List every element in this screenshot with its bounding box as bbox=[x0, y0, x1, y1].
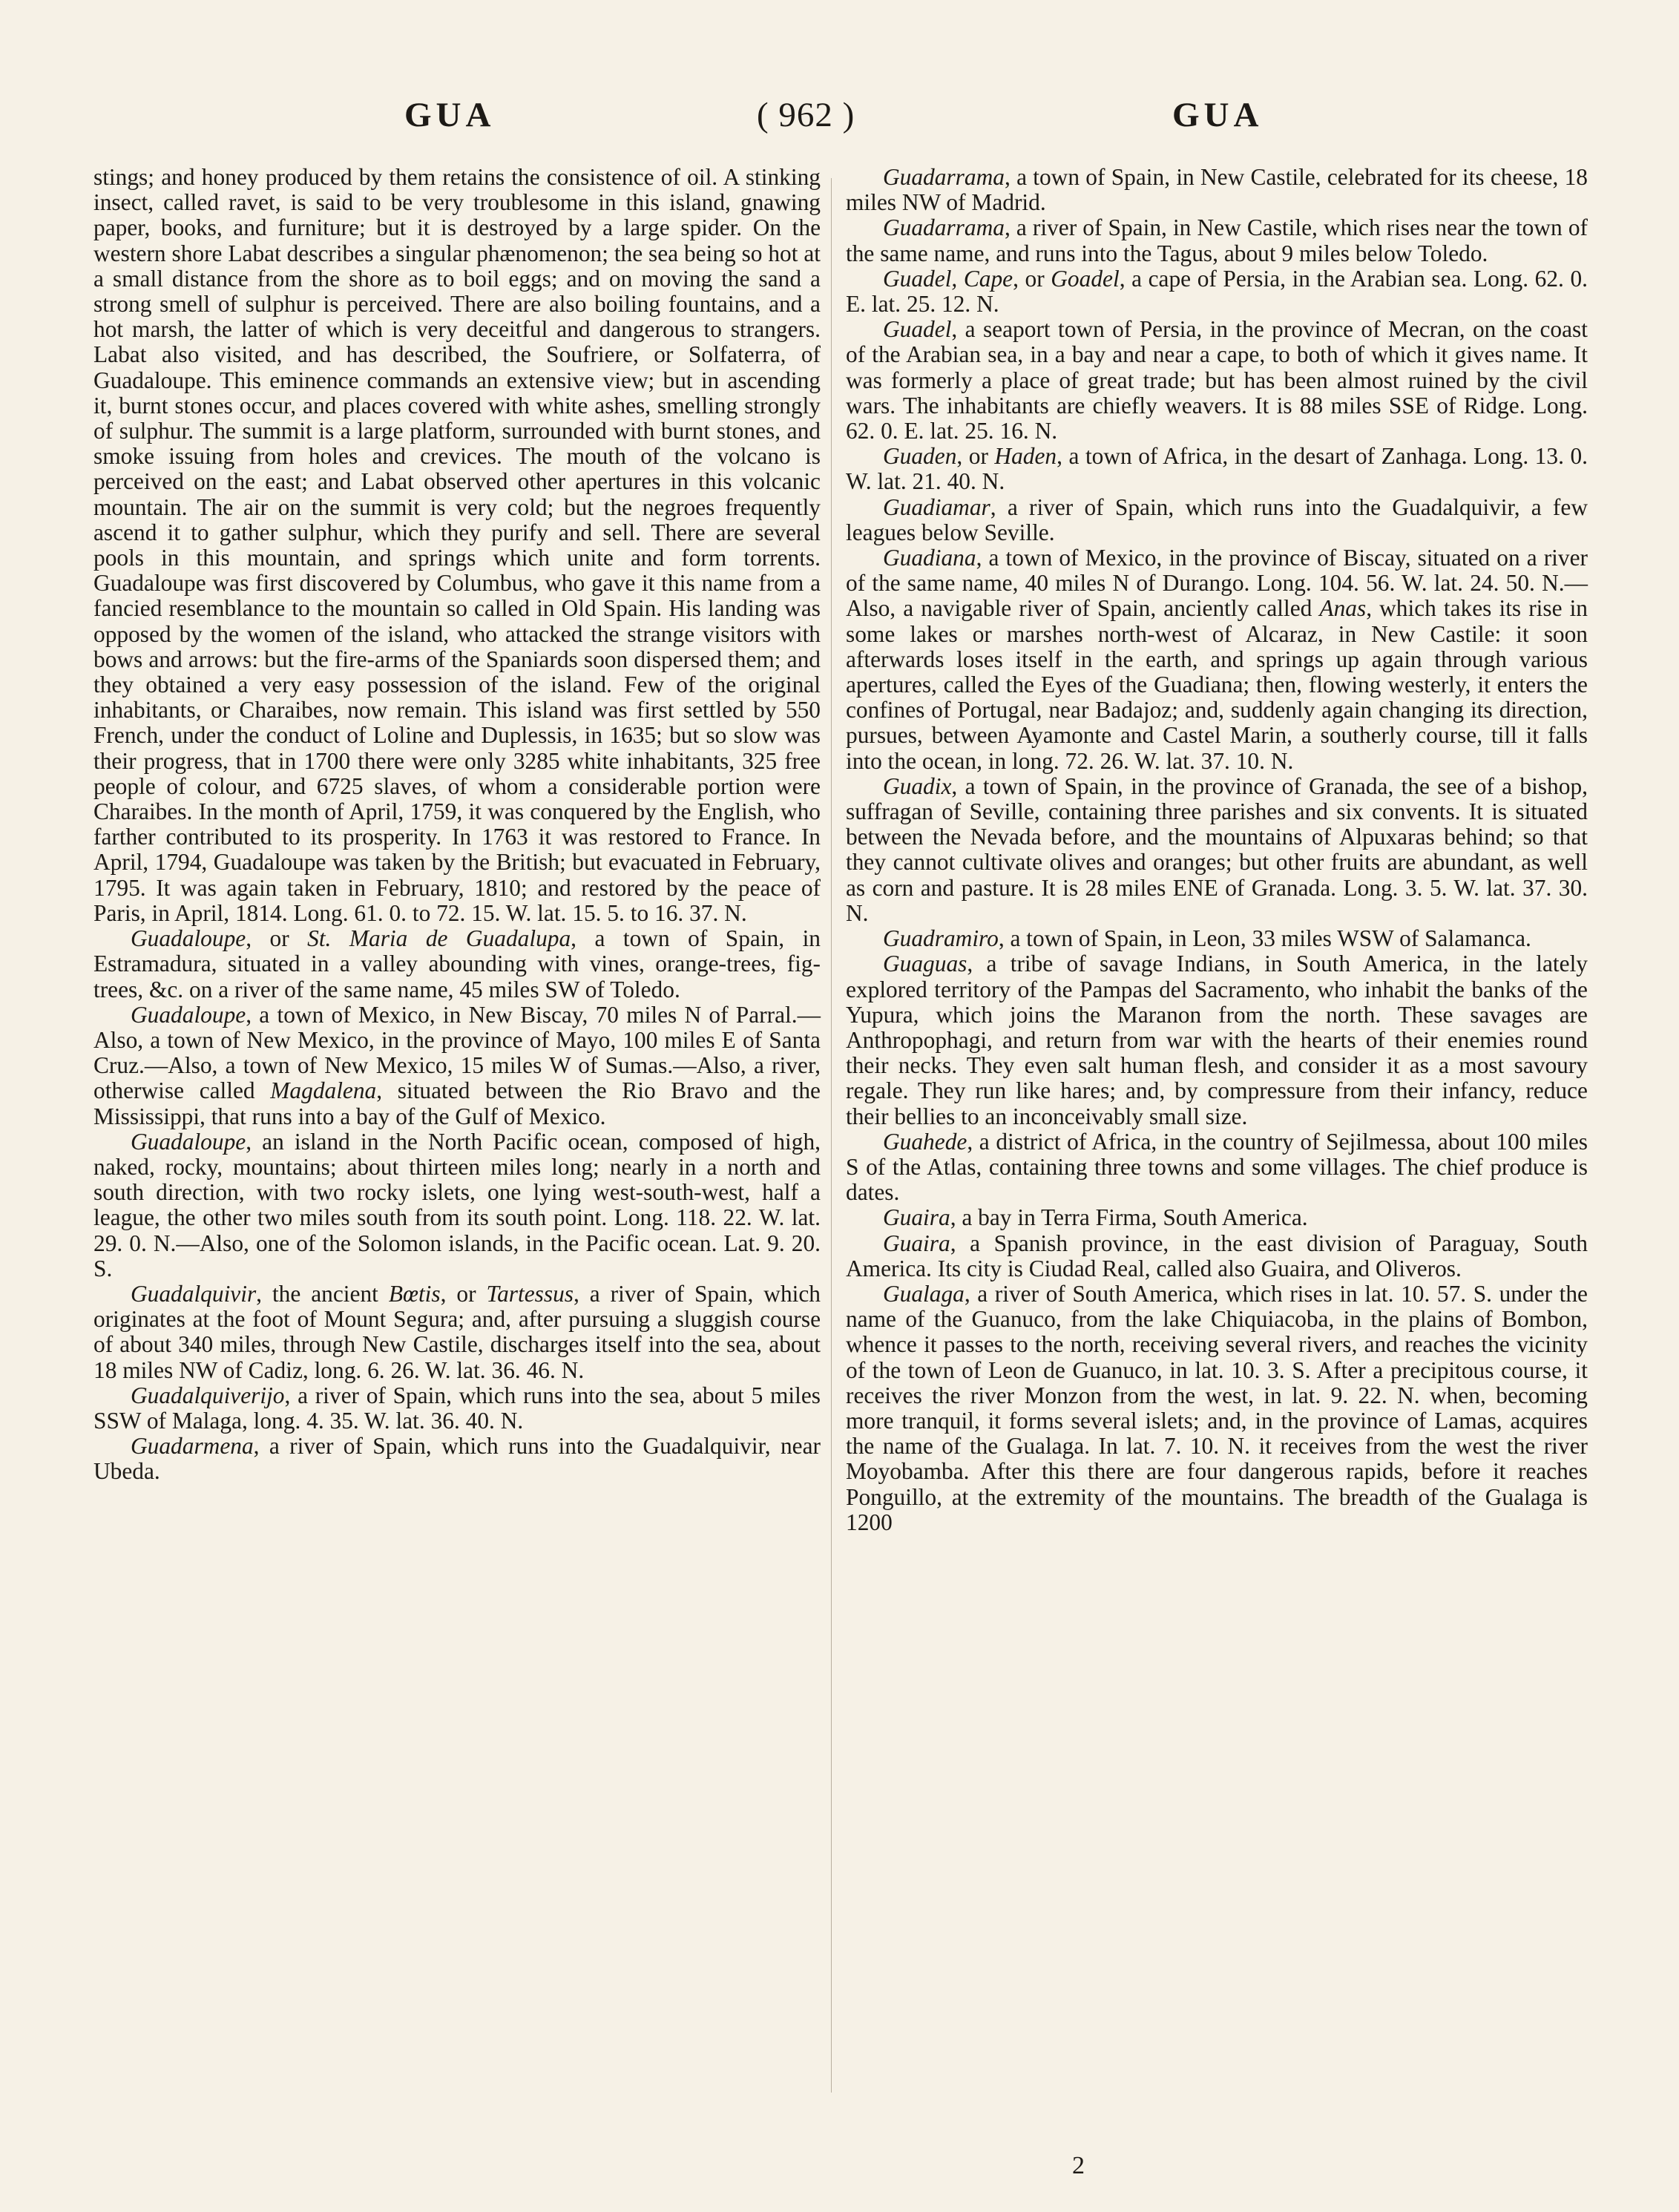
italic-term: Guaira bbox=[883, 1204, 950, 1231]
entry-text: , a town of Spain, in the province of Granada, the see of a bishop, suffragan of Seville, containing three parishes and six convents. It is situated between the Nevada before, and the mountains of Alpuxaras behind; so that they cannot cultivate olives and oranges; but other fruits are abundant, as well as corn and pasture. It is 28 miles ENE of Granada. Long. 3. 5. W. lat. 37. 30. N. bbox=[846, 772, 1588, 926]
entry-text: , or bbox=[440, 1280, 487, 1307]
entry-text: , or bbox=[956, 443, 995, 470]
continued-paragraph bbox=[93, 165, 821, 926]
dictionary-entry bbox=[846, 1205, 1588, 1230]
italic-term: Guadiamar bbox=[883, 493, 990, 520]
italic-term: Guadalquiverijo bbox=[131, 1382, 285, 1408]
entry-text: , which takes its rise in some lakes or marshes north-west of Alcaraz, in New Castile: it soon afterwards loses itself in the earth, and springs up again through various apertures, called the Eyes of the Guadiana; then, flowing westerly, it enters the confines of Portugal, near Badajoz; and, suddenly again changing its direction, pursues, between Ayamonte and Castel Marin, a southerly course, till it falls into the ocean, in long. 72. 26. W. lat. 37. 10. N. bbox=[846, 595, 1588, 774]
dictionary-entry bbox=[93, 1383, 821, 1434]
dictionary-entry bbox=[846, 495, 1588, 545]
italic-term: Tartessus bbox=[486, 1280, 574, 1307]
italic-term: Gualaga bbox=[883, 1280, 965, 1307]
right-column bbox=[846, 165, 1588, 1535]
entry-text: , a river of Spain, which originates at the foot of Mount Segura; and, after pursuing a sluggish course of about 340 miles, through New Castile, discharges itself into the sea, about 18 miles NW of Cadiz, long. 6. 26. W. lat. 36. 46. N. bbox=[93, 1280, 821, 1383]
dictionary-entry bbox=[846, 951, 1588, 1129]
dictionary-entry bbox=[93, 1002, 821, 1129]
entry-text: , an island in the North Pacific ocean, composed of high, naked, rocky, mountains; about thirteen miles long; nearly in a north and south direction, with two rocky islets, one lying west-south-west, half a league, the other two miles south from its south point. Long. 118. 22. W. lat. 29. 0. N.—Also, one of the Solomon islands, in the Pacific ocean. Lat. 9. 20. S. bbox=[93, 1128, 821, 1281]
italic-term: Guaira bbox=[883, 1230, 950, 1256]
italic-term: Guadalquivir bbox=[131, 1280, 257, 1307]
italic-term: Magdalena bbox=[270, 1077, 377, 1104]
italic-term: Guadaloupe bbox=[131, 1001, 246, 1028]
italic-term: Guadel, Cape bbox=[883, 265, 1013, 292]
italic-term: Guadarmena bbox=[131, 1433, 254, 1460]
entry-text: , a bay in Terra Firma, South America. bbox=[950, 1204, 1308, 1231]
entry-text: , a town of Africa, in the desart of Zanhaga. Long. 13. 0. W. lat. 21. 40. N. bbox=[846, 443, 1588, 495]
dictionary-entry bbox=[93, 1434, 821, 1484]
entry-text: , a river of Spain, in New Castile, which rises near the town of the same name, and runs into the Tagus, about 9 miles below Toledo. bbox=[846, 214, 1588, 266]
entry-text: , a town of Mexico, in the province of Biscay, situated on a river of the same name, 40 miles N of Durango. Long. 104. 56. W. lat. 24. 50. N.—Also, a navigable river of Spain, anciently called bbox=[846, 545, 1588, 622]
dictionary-entry bbox=[93, 926, 821, 1002]
entry-text: , a town of Spain, in Estramadura, situated in a valley abounding with vines, orange-trees, fig-trees, &c. on a river of the same name, 45 miles SW of Toledo. bbox=[93, 925, 821, 1002]
dictionary-entry bbox=[846, 774, 1588, 926]
dictionary-entry bbox=[846, 1281, 1588, 1535]
dictionary-entry bbox=[846, 444, 1588, 494]
entry-text: stings; and honey produced by them retains the consistence of oil. A stinking insect, called ravet, is said to be very troublesome in this island, gnawing paper, books, and furniture; but it is destroyed by a large spider. On the western shore Labat describes a singular phænomenon; the sea being so hot at a small distance from the shore as to boil eggs; and on moving the sand a strong smell of sulphur is perceived. There are also boiling fountains, and a hot marsh, the latter of which is very deceitful and dangerous to strangers. Labat also visited, and has described, the Soufriere, or Solfaterra, of Guadaloupe. This eminence commands an extensive view; but in ascending it, burnt stones occur, and places covered with white ashes, smelling strongly of sulphur. The summit is a large platform, surrounded with burnt stones, and smoke issuing from holes and crevices. The mouth of the volcano is perceived on the east; and Labat observed other apertures in this volcanic mountain. The air on the summit is very cold; but the negroes frequently ascend it to gather sulphur, which they purify and sell. There are several pools in this mountain, and springs which unite and form torrents. Guadaloupe was first discovered by Columbus, who gave it this name from a fancied resemblance to the mountain so called in Old Spain. His landing was opposed by the women of the island, who attacked the strange visitors with bows and arrows: but the fire-arms of the Spaniards soon dispersed them; and they obtained a very easy possession of the island. Few of the original inhabitants, or Charaibes, now remain. This island was first settled by 550 French, under the conduct of Loline and Duplessis, in 1635; but so slow was their progress, that in 1700 there were only 3285 white inhabitants, 325 free people of colour, and 6725 slaves, of whom a considerable portion were Charaibes. In the month of April, 1759, it was conquered by the English, who farther contributed to its prosperity. In 1763 it was restored to France. In April, 1794, Guadaloupe was taken by the British; but evacuated in February, 1795. It was again taken in February, 1810; and restored by the peace of Paris, in April, 1814. Long. 61. 0. to 72. 15. W. lat. 15. 5. to 16. 37. N. bbox=[93, 164, 821, 926]
running-header bbox=[0, 95, 1679, 147]
dictionary-entry bbox=[846, 545, 1588, 774]
italic-term: Haden bbox=[994, 443, 1057, 470]
dictionary-entry bbox=[846, 1129, 1588, 1206]
entry-text: , a cape of Persia, in the Arabian sea. Long. 62. 0. E. lat. 25. 12. N. bbox=[846, 265, 1588, 318]
header-left-catchword: GUA bbox=[404, 96, 496, 134]
dictionary-entry bbox=[846, 926, 1588, 951]
italic-term: Guaguas bbox=[883, 951, 967, 977]
italic-term: Guadaloupe bbox=[131, 925, 246, 952]
dictionary-entry bbox=[846, 317, 1588, 444]
entry-text: , a Spanish province, in the east division of Paraguay, South America. Its city is Ciudad Real, called also Guaira, and Oliveros. bbox=[846, 1230, 1588, 1281]
entry-text: , the ancient bbox=[256, 1280, 389, 1307]
italic-term: Goadel bbox=[1051, 265, 1120, 292]
entry-text: , a river of South America, which rises in lat. 10. 57. S. under the name of the Guanuco, from the lake Chiquiacoba, in the plains of Bombon, whence it passes to the north, receiving several rivers, and reaches the vicinity of the town of Leon de Guanuco, in lat. 10. 3. S. After a precipitous course, it receives the river Monzon from the west, in lat. 9. 22. N. when, becoming more tranquil, it forms several islets; and, in the province of Lamas, acquires the name of the Gualaga. In lat. 7. 10. N. it receives from the west the river Moyobamba. After this there are four dangerous rapids, before it reaches Ponguillo, at the extremity of the mountains. The breadth of the Gualaga is 1200 bbox=[846, 1280, 1588, 1535]
entry-text: , a river of Spain, which runs into the Guadalquivir, a few leagues below Seville. bbox=[846, 493, 1588, 545]
page-number: ( 962 ) bbox=[757, 96, 855, 134]
entry-text: , a town of Spain, in New Castile, celebrated for its cheese, 18 miles NW of Madrid. bbox=[846, 164, 1588, 216]
italic-term: Guadarrama bbox=[883, 214, 1005, 241]
italic-term: Bœtis bbox=[388, 1280, 441, 1307]
entry-text: , a town of Spain, in Leon, 33 miles WSW of Salamanca. bbox=[998, 925, 1531, 952]
italic-term: Guaden bbox=[883, 443, 957, 470]
dictionary-entry bbox=[93, 1281, 821, 1383]
entry-text: , a tribe of savage Indians, in South America, in the lately explored territory of the Pampas del Sacramento, who inhabit the banks of the Yupura, which joins the Maranon from the north. These savages are Anthropophagi, and return from war with the hearts of their enemies round their necks. They even salt human flesh, and consider it as a most savoury regale. They run like hares; and, by compressure from their infancy, reduce their bellies to an inconceivably small size. bbox=[846, 951, 1588, 1129]
signature-mark: 2 bbox=[1072, 2152, 1085, 2179]
header-right-catchword: GUA bbox=[1172, 96, 1264, 134]
dictionary-entry bbox=[846, 266, 1588, 317]
left-column bbox=[93, 165, 821, 1485]
entry-text: , a town of Mexico, in New Biscay, 70 miles N of Parral.—Also, a town of New Mexico, in the province of Mayo, 100 miles E of Santa Cruz.—Also, a town of New Mexico, 15 miles W of Sumas.—Also, a river, otherwise called bbox=[93, 1001, 821, 1104]
entry-text: , a seaport town of Persia, in the province of Mecran, on the coast of the Arabian sea, in a bay and near a cape, to both of which it gives name. It was formerly a place of great trade; but has been almost ruined by the civil wars. The inhabitants are chiefly weavers. It is 88 miles SSE of Ridge. Long. 62. 0. E. lat. 25. 16. N. bbox=[846, 316, 1588, 444]
dictionary-entry bbox=[846, 165, 1588, 215]
italic-term: Guadel bbox=[883, 316, 952, 343]
italic-term: Guadaloupe bbox=[131, 1128, 246, 1155]
dictionary-entry bbox=[93, 1129, 821, 1281]
dictionary-entry bbox=[846, 215, 1588, 266]
italic-term: St. Maria de Guadalupa bbox=[307, 925, 571, 952]
entry-text: , situated between the Rio Bravo and the Mississippi, that runs into a bay of the Gulf of Mexico. bbox=[93, 1077, 821, 1129]
dictionary-entry bbox=[846, 1231, 1588, 1281]
italic-term: Guadramiro bbox=[883, 925, 999, 952]
italic-term: Guadarrama bbox=[883, 164, 1005, 190]
italic-term: Guahede bbox=[883, 1128, 967, 1155]
entry-text: , a river of Spain, which runs into the Guadalquivir, near Ubeda. bbox=[93, 1433, 821, 1485]
entry-text: , a district of Africa, in the country of Sejilmessa, about 100 miles S of the Atlas, containing three towns and some villages. The chief produce is dates. bbox=[846, 1128, 1588, 1206]
italic-term: Guadiana bbox=[883, 545, 976, 571]
italic-term: Anas bbox=[1319, 595, 1367, 622]
entry-text: , or bbox=[1013, 265, 1051, 292]
entry-text: , or bbox=[246, 925, 308, 952]
italic-term: Guadix bbox=[883, 772, 952, 799]
entry-text: , a river of Spain, which runs into the sea, about 5 miles SSW of Malaga, long. 4. 35. W. lat. 36. 40. N. bbox=[93, 1382, 821, 1434]
column-divider bbox=[831, 178, 832, 2093]
